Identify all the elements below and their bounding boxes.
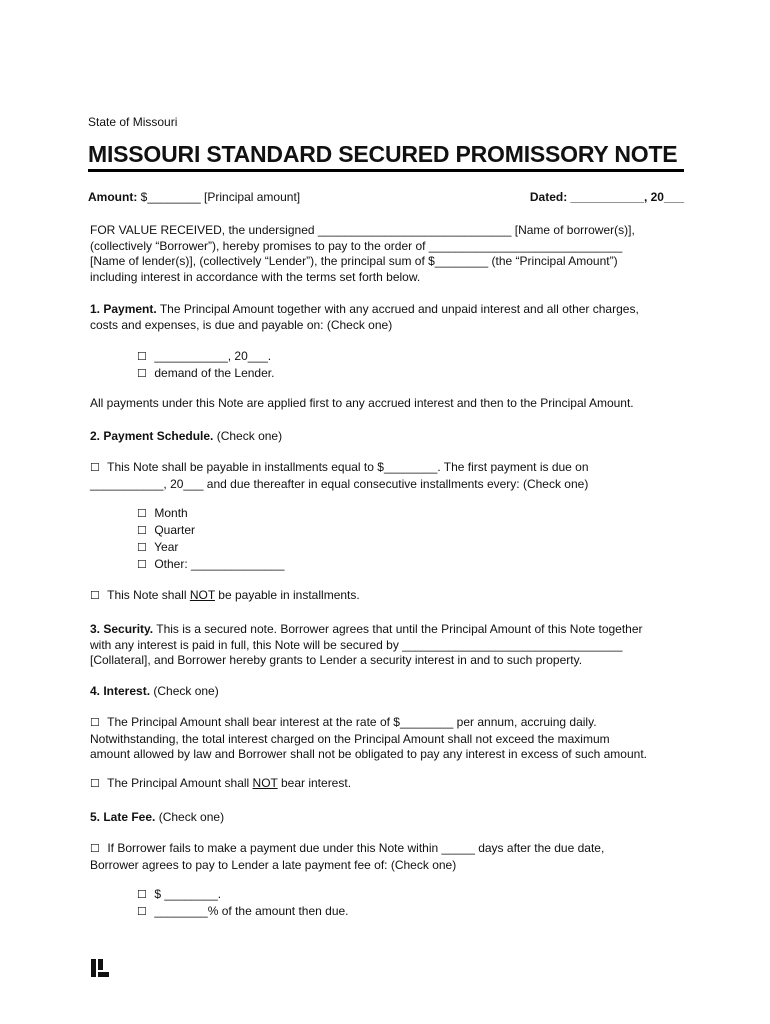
option-label: $ ________. <box>154 887 222 901</box>
checkbox-icon[interactable]: ☐ <box>137 906 147 918</box>
late-fee-heading: 5. Late Fee. <box>90 810 156 824</box>
schedule-heading: 2. Payment Schedule. <box>90 429 214 443</box>
late-fee-text: If Borrower fails to make a payment due under this Note within _____ days after the due date, <box>107 841 605 855</box>
not-emphasis: NOT <box>252 776 278 790</box>
option-label: Quarter <box>154 523 196 537</box>
option-text: bear interest. <box>277 776 352 790</box>
checkbox-icon[interactable]: ☐ <box>137 559 147 571</box>
security-text: This is a secured note. Borrower agrees that until the Principal Amount of this Note together <box>153 622 643 636</box>
security-heading: 3. Security. <box>90 622 154 636</box>
interest-text: The Principal Amount shall bear interest at the rate of $________ per annum, accruing daily. <box>107 715 597 729</box>
title-rule <box>88 169 684 172</box>
intro-paragraph <box>90 223 690 285</box>
document-title: MISSOURI STANDARD SECURED PROMISSORY NOTE <box>88 141 678 167</box>
option-label: ________% of the amount then due. <box>154 904 349 918</box>
period-option-quarter[interactable] <box>137 523 195 540</box>
payment-text: costs and expenses, is due and payable on: (Check one) <box>90 317 393 332</box>
period-option-month[interactable] <box>137 506 188 523</box>
option-label: Other: ______________ <box>154 557 285 571</box>
late-fee-option <box>90 841 690 873</box>
intro-line: FOR VALUE RECEIVED, the undersigned _____________________________ [Name of borrower(s)], <box>90 223 635 237</box>
security-text: with any interest is paid in full, this Note will be secured by _________________________________ <box>90 637 623 652</box>
checkbox-icon[interactable]: ☐ <box>90 462 100 474</box>
no-installments-option <box>90 588 690 605</box>
late-fee-option-flat[interactable] <box>137 887 221 904</box>
interest-rate-option <box>90 715 690 763</box>
interest-heading-suffix: (Check one) <box>150 684 219 698</box>
installments-text: This Note shall be payable in installments equal to $________. The first payment is due on <box>107 460 589 474</box>
dated-line: Dated: ___________, 20___ <box>529 190 684 204</box>
checkbox-icon[interactable]: ☐ <box>137 889 147 901</box>
checkbox-icon[interactable]: ☐ <box>137 542 147 554</box>
option-label: demand of the Lender. <box>154 366 275 380</box>
payment-option-date[interactable] <box>137 349 271 366</box>
checkbox-icon[interactable]: ☐ <box>137 368 147 380</box>
legal-templates-logo-icon <box>90 958 110 978</box>
late-fee-option-percent[interactable] <box>137 904 349 921</box>
checkbox-icon[interactable]: ☐ <box>90 843 100 855</box>
checkbox-icon[interactable]: ☐ <box>90 778 100 790</box>
payment-heading: 1. Payment. <box>90 302 157 316</box>
payment-text: The Principal Amount together with any accrued and unpaid interest and all other charges, <box>156 302 639 316</box>
payment-option-demand[interactable] <box>137 366 274 383</box>
late-fee-heading-line <box>90 810 690 826</box>
option-label: ___________, 20___. <box>154 349 272 363</box>
payment-note: All payments under this Note are applied first to any accrued interest and then to the Principal Amount. <box>90 396 634 410</box>
option-label: Month <box>154 506 188 520</box>
option-text: This Note shall <box>107 588 190 602</box>
interest-heading-line <box>90 684 690 700</box>
schedule-heading-line <box>90 429 690 445</box>
state-label: State of Missouri <box>88 115 178 129</box>
schedule-heading-suffix: (Check one) <box>213 429 283 443</box>
schedule-installments <box>90 460 690 492</box>
amount-line <box>88 190 300 205</box>
checkbox-icon[interactable]: ☐ <box>90 717 100 729</box>
option-text: The Principal Amount shall <box>107 776 253 790</box>
checkbox-icon[interactable]: ☐ <box>137 525 147 537</box>
checkbox-icon[interactable]: ☐ <box>90 590 100 602</box>
security-text: [Collateral], and Borrower hereby grants to Lender a security interest in and to such property. <box>90 653 583 667</box>
interest-text: amount allowed by law and Borrower shall not be obligated to pay any interest in excess of such amount. <box>90 747 647 761</box>
late-fee-heading-suffix: (Check one) <box>155 810 225 824</box>
security-section <box>90 622 690 669</box>
interest-text: Notwithstanding, the total interest charged on the Principal Amount shall not exceed the maximum <box>90 731 610 746</box>
period-option-other[interactable] <box>137 557 284 574</box>
no-interest-option <box>90 776 690 793</box>
period-option-year[interactable] <box>137 540 178 557</box>
payment-section <box>90 302 690 333</box>
checkbox-icon[interactable]: ☐ <box>137 508 147 520</box>
amount-value: $________ [Principal amount] <box>137 190 301 204</box>
intro-line: (collectively “Borrower”), hereby promises to pay to the order of _____________________________ <box>90 238 623 253</box>
intro-line: including interest in accordance with the terms set forth below. <box>90 269 421 284</box>
option-label: Year <box>154 540 179 554</box>
amount-label: Amount: <box>88 190 138 204</box>
intro-line: [Name of lender(s)], (collectively “Lender”), the principal sum of $________ (the “Principal Amount”) <box>90 254 618 268</box>
late-fee-text: Borrower agrees to pay to Lender a late payment fee of: (Check one) <box>90 857 457 872</box>
interest-heading: 4. Interest. <box>90 684 151 698</box>
not-emphasis: NOT <box>189 588 215 602</box>
checkbox-icon[interactable]: ☐ <box>137 351 147 363</box>
option-text: be payable in installments. <box>214 588 360 602</box>
installments-text: ___________, 20___ and due thereafter in equal consecutive installments every: (Check one) <box>90 476 589 491</box>
